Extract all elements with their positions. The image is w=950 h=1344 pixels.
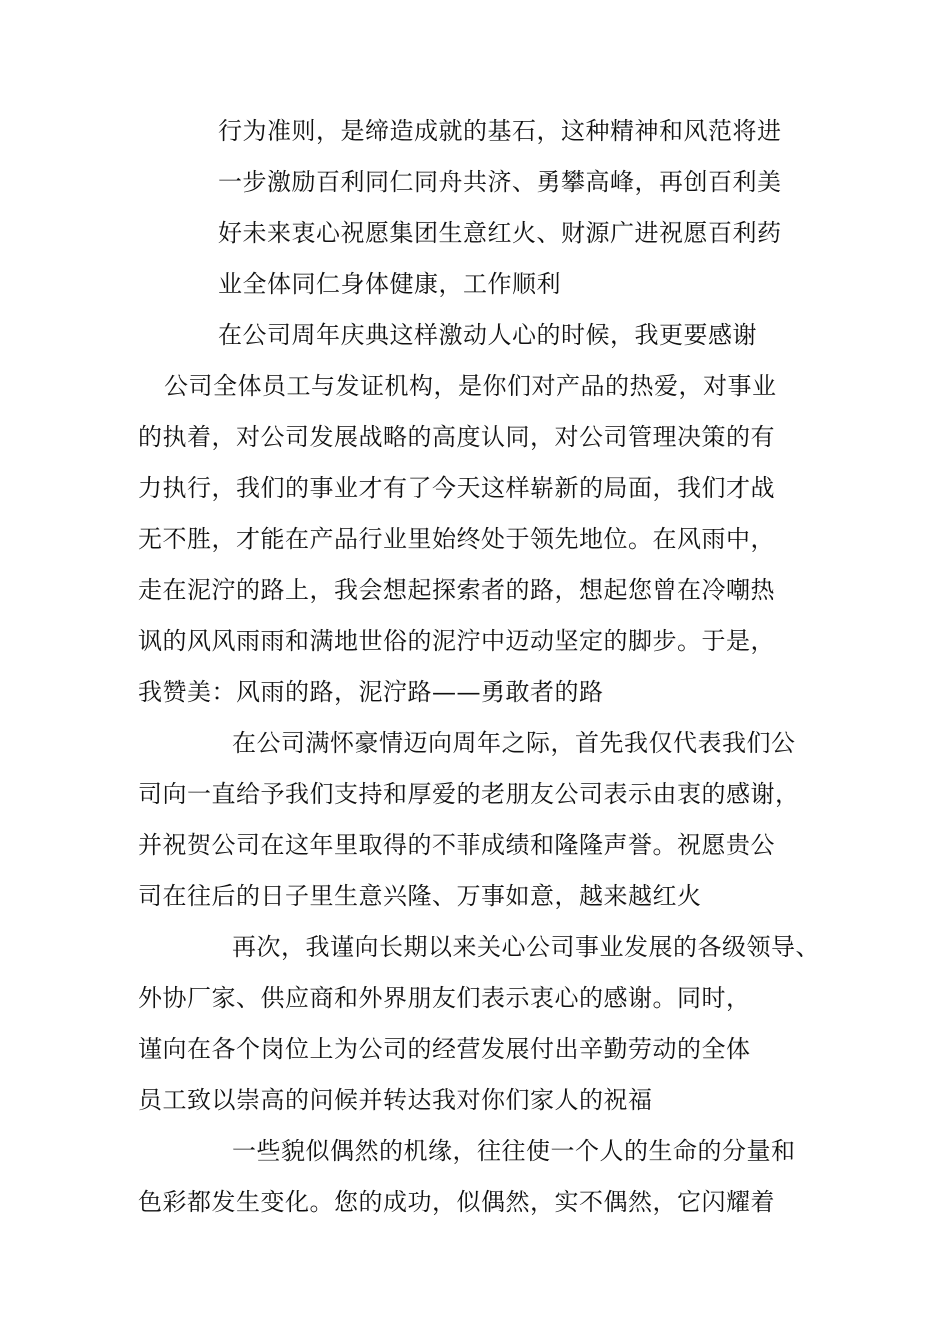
- text-line: 外协厂家、供应商和外界朋友们表示衷心的感谢。同时，: [138, 984, 751, 1012]
- text-line: 我赞美：风雨的路，泥泞路——勇敢者的路: [138, 678, 604, 706]
- text-line: 员工致以崇高的问候并转达我对你们家人的祝福: [138, 1086, 653, 1114]
- text-line: 色彩都发生变化。您的成功，似偶然，实不偶然，它闪耀着: [138, 1188, 775, 1216]
- text-line: 好未来衷心祝愿集团生意红火、财源广进祝愿百利药: [218, 219, 782, 247]
- text-line: 公司全体员工与发证机构，是你们对产品的热爱，对事业: [164, 372, 777, 400]
- text-line: 在公司满怀豪情迈向周年之际，首先我仅代表我们公: [232, 729, 796, 757]
- text-line: 的执着，对公司发展战略的高度认同，对公司管理决策的有: [138, 423, 775, 451]
- text-line: 行为准则，是缔造成就的基石，这种精神和风范将进: [218, 117, 782, 145]
- text-line: 谨向在各个岗位上为公司的经营发展付出辛勤劳动的全体: [138, 1035, 751, 1063]
- text-line: 一些貌似偶然的机缘，往往使一个人的生命的分量和: [232, 1137, 796, 1165]
- text-line: 并祝贺公司在这年里取得的不菲成绩和隆隆声誉。祝愿贵公: [138, 831, 775, 859]
- text-line: 在公司周年庆典这样激动人心的时候，我更要感谢: [218, 321, 757, 349]
- text-line: 讽的风风雨雨和满地世俗的泥泞中迈动坚定的脚步。于是，: [138, 627, 775, 655]
- text-line: 业全体同仁身体健康，工作顺利: [218, 270, 561, 298]
- text-line: 司在往后的日子里生意兴隆、万事如意，越来越红火: [138, 882, 702, 910]
- text-line: 司向一直给予我们支持和厚爱的老朋友公司表示由衷的感谢，: [138, 780, 800, 808]
- text-line: 一步激励百利同仁同舟共济、勇攀高峰，再创百利美: [218, 168, 782, 196]
- text-line: 无不胜，才能在产品行业里始终处于领先地位。在风雨中，: [138, 525, 775, 553]
- text-line: 力执行，我们的事业才有了今天这样崭新的局面，我们才战: [138, 474, 775, 502]
- text-line: 走在泥泞的路上，我会想起探索者的路，想起您曾在冷嘲热: [138, 576, 775, 604]
- text-line: 再次，我谨向长期以来关心公司事业发展的各级领导、: [232, 933, 820, 961]
